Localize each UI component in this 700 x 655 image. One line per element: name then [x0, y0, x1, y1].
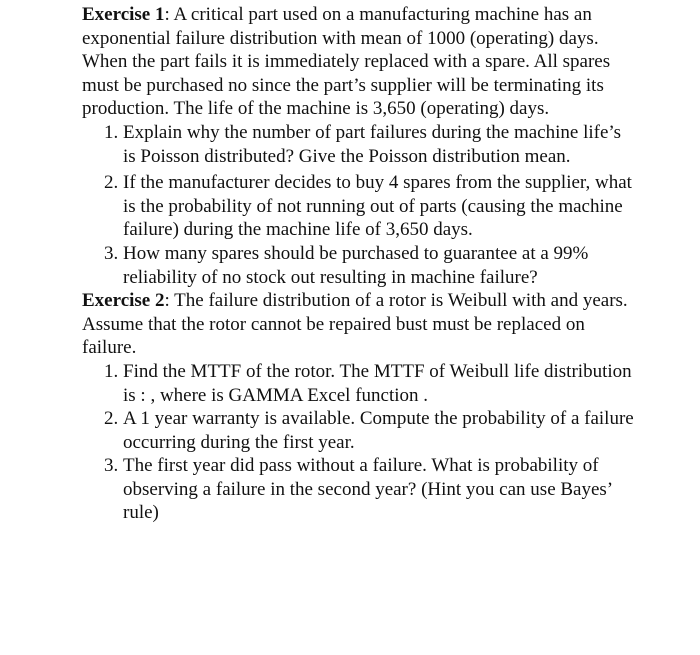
exercise1-intro-text: : A critical part used on a manufacturing machine has an exponential failure distribution with mean of 1000 (operating) days. When the part fails it is immediately replaced with a spare. All spares must be purchased no since the part’s supplier will be terminating its production. The life of the machine is 3,650 (operating) days. — [82, 4, 611, 120]
exercise1-list — [82, 121, 634, 289]
exercise2-item-3-number: 3. — [104, 455, 119, 477]
exercise2-item-2-number: 2. — [104, 408, 119, 430]
exercise1-item-1-text: Explain why the number of part failures during the machine life’s is Poisson distributed? Give the Poisson distribution mean. — [123, 121, 622, 167]
exercise2-item-1-number: 1. — [104, 360, 119, 382]
exercise2-list — [82, 360, 634, 525]
exercise1-item-3-text: How many spares should be purchased to guarantee at a 99% reliability of no stock out resulting in machine failure? — [123, 242, 589, 288]
exercise1-item-2-text: If the manufacturer decides to buy 4 spares from the supplier, what is the probability of not running out of parts (causing the machine failure) during the machine life of 3,650 days. — [123, 172, 632, 241]
exercise1-item-2-number: 2. — [104, 172, 119, 194]
exercise2-intro-text: : The failure distribution of a rotor is Weibull with and years. Assume that the rotor cannot be repaired bust must be replaced on failure. — [82, 290, 628, 359]
exercise1-item-2 — [104, 171, 634, 242]
exercise2-intro — [82, 289, 634, 360]
exercise2-item-1 — [104, 360, 634, 407]
exercise2-item-3-text: The first year did pass without a failure. What is probability of observing a failure in the second year? (Hint you can use Bayes’ rule) — [123, 455, 612, 524]
exercise2-item-3 — [104, 454, 634, 525]
exercise1-item-3-number: 3. — [104, 242, 119, 264]
document-body — [82, 3, 634, 525]
exercise2-item-2 — [104, 407, 634, 454]
exercise1-item-1-number: 1. — [104, 121, 119, 143]
exercise1-item-3 — [104, 242, 634, 289]
exercise1-item-1 — [104, 121, 634, 168]
exercise1-intro — [82, 3, 634, 121]
exercise2-item-2-text: A 1 year warranty is available. Compute the probability of a failure occurring during the first year. — [123, 408, 634, 453]
exercise1-label: Exercise 1 — [82, 4, 165, 25]
exercise2-label: Exercise 2 — [82, 290, 165, 312]
exercise2-item-1-text: Find the MTTF of the rotor. The MTTF of Weibull life distribution is : , where is GAMMA Excel function . — [123, 360, 632, 406]
